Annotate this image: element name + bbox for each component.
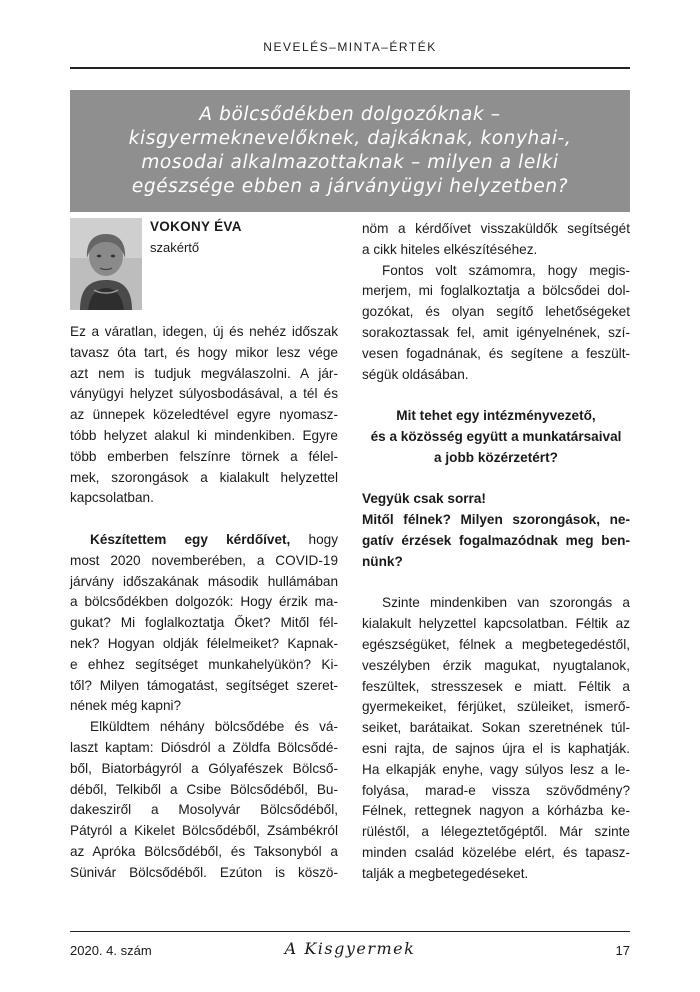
header-rule — [70, 67, 630, 69]
bold-line: Mitől félnek? Milyen szorongások, ne- — [362, 512, 630, 528]
body-line: tavasz óta tart, és hogy mikor lesz vége — [70, 344, 338, 360]
body-line: tóbb helyzet alakul ki mindenkiben. Egyre — [70, 427, 338, 443]
body-line: gyermekeiket, férjüket, szüleiket, ismerő- — [362, 699, 630, 715]
body-line: az Apróka Bölcsődéből, és Taksonyból a — [70, 843, 338, 859]
body-line: vesen fogadnának, és segítene a feszült- — [362, 345, 630, 361]
title-line: mosodai alkalmazottaknak – milyen a lelki — [141, 152, 559, 173]
footer-rule — [70, 931, 630, 932]
body-line: gukat? Mi foglalkoztatja Őket? Mitől fél- — [70, 615, 338, 631]
body-line: kialakult helyzettel kapcsolatban. Féltik az — [362, 616, 630, 632]
subheading-line: és a közösség együtt a munkatársaival — [370, 428, 622, 444]
body-line: dakesziről a Mosolyvár Bölcsődéből, — [70, 802, 338, 818]
body-line — [70, 530, 338, 551]
body-line: minden család közelébe elért, és tapasz- — [362, 844, 630, 860]
author-role: szakértő — [150, 240, 200, 255]
bold-line: Vegyük csak sorra! — [362, 491, 486, 507]
body-line: nének még kapni? — [70, 698, 182, 714]
body-line: veszélyben érzik magukat, nyugtalanok, — [362, 657, 630, 673]
right-column — [362, 219, 630, 885]
body-line: Ha elkapják enyhe, vagy súlyos lesz a le- — [362, 761, 630, 777]
author-name: VOKONY ÉVA — [150, 219, 242, 234]
paragraph-gap — [362, 573, 630, 594]
subheading-line: a jobb közérzetért? — [434, 449, 558, 465]
body-line: ványügyi helyzet súlyosbodásával, a tél és — [70, 386, 338, 402]
lead-in-rest: hogy — [308, 531, 339, 547]
body-line: a cikk hiteles elkészítéséhez. — [362, 241, 538, 257]
body-line: Pátyról a Kikelet Bölcsődéből, Zsámbékról — [70, 823, 338, 839]
subheading-line: Mit tehet egy intézményvezető, — [396, 408, 596, 424]
bold-line: gatív érzések fogalmazódnak meg ben- — [362, 532, 630, 548]
body-line: től? Milyen támogatást, segítséget szeret- — [70, 677, 338, 693]
body-line: Félnek, rettegnek nagyon a kórházba ke- — [362, 803, 630, 819]
bold-line: nünk? — [362, 553, 403, 569]
body-line: járvány időszakának második hullámában — [70, 573, 338, 589]
body-line: seiket, barátaikat. Sokan szeretnének túl- — [362, 720, 630, 736]
author-photo — [70, 218, 142, 310]
body-line: Fontos volt számomra, hogy megis- — [382, 262, 630, 278]
body-line: ből, Biatorbágyról a Gólyafészek Bölcső- — [70, 760, 338, 776]
body-line: a bölcsődékben dolgozók: Hogy érzik ma- — [70, 594, 338, 610]
body-line: feszültek, stresszesek e miatt. Féltik a — [362, 678, 630, 694]
body-line: folyása, marad-e vissza szövődmény? — [362, 782, 630, 798]
body-line: most 2020 novemberében, a COVID-19 — [70, 552, 338, 568]
body-line: azt nem is tudjuk megválaszolni. A jár- — [70, 365, 338, 381]
body-line: kapcsolatban. — [70, 490, 154, 506]
body-line: nek? Hogyan oldják félelmeiket? Kapnak- — [70, 635, 338, 651]
body-line: Szinte mindenkiben van szorongás a — [382, 595, 630, 611]
title-line: egészsége ebben a járványügyi helyzetben? — [131, 176, 569, 197]
body-line: talják a megbetegedéseket. — [362, 865, 529, 881]
author-portrait-image — [70, 218, 142, 310]
magazine-name: A Kisgyermek — [284, 939, 416, 958]
body-line: egészségüket, félnek a megbetegedéstől, — [362, 636, 630, 652]
title-line: kisgyermeknevelőknek, dajkáknak, konyhai-, — [128, 128, 572, 149]
body-line: Ez a váratlan, idegen, új és nehéz időszak — [70, 324, 338, 339]
paragraph-gap — [70, 509, 338, 530]
body-line: rüléstől, a lélegeztetőgéptől. Már szinte — [362, 824, 630, 840]
paragraph-gap — [362, 385, 630, 406]
body-line: esni rajta, de sajnos újra el is kaphatják. — [362, 740, 630, 756]
body-line: sorakoztassak fel, amit igényelnének, szí- — [362, 324, 630, 340]
body-line: ségük oldásában. — [362, 366, 469, 382]
body-line: gozókat, és olyan segítő lehetőségeket — [362, 304, 630, 320]
body-line: Sünivár Bölcsődéből. Ezúton is köszö- — [70, 864, 338, 880]
body-line: Elküldtem néhány bölcsődébe és vá- — [90, 719, 338, 735]
body-line: több emberben felszínre törnek a félel- — [70, 448, 338, 464]
left-column — [70, 322, 338, 884]
body-line: déből, Telkiből a Csibe Bölcsődéből, Bu- — [70, 781, 338, 797]
body-line: nöm a kérdőívet visszaküldők segítségét — [362, 221, 630, 236]
body-line: az ünnepek közeledtével egyre nyomasz- — [70, 407, 338, 423]
lead-in-bold: Készítettem egy kérdőívet, — [90, 531, 291, 547]
body-line: merjem, mi foglalkoztatja a bölcsődei dol- — [362, 283, 630, 299]
running-head: NEVELÉS–MINTA–ÉRTÉK — [263, 40, 437, 54]
issue-label: 2020. 4. szám — [70, 943, 152, 958]
body-line: mek, szorongások a kialakult helyzettel — [70, 469, 338, 485]
body-line: e ehhez segítséget munkahelyükön? Ki- — [70, 656, 338, 672]
page-number: 17 — [615, 943, 630, 958]
article-title-box — [70, 90, 630, 212]
title-line: A bölcsődékben dolgozóknak – — [199, 104, 501, 125]
body-line: laszt kaptam: Diósdról a Zöldfa Bölcsődé- — [70, 739, 338, 755]
paragraph-gap — [362, 469, 630, 490]
